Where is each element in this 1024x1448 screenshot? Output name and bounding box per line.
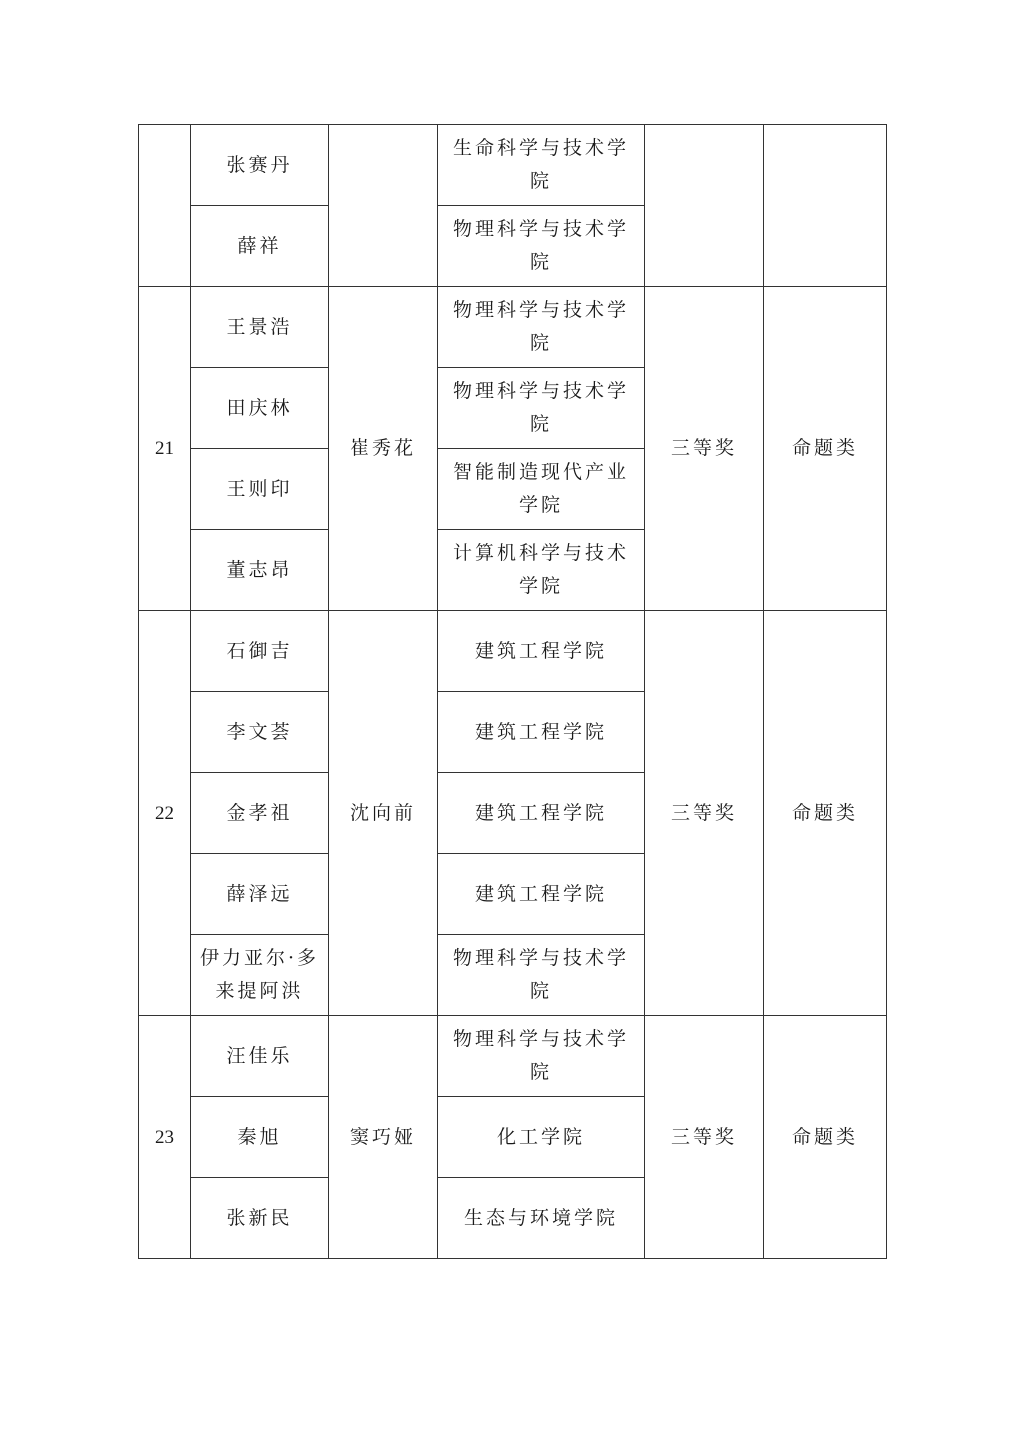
college-cell: 物理科学与技术学院: [438, 206, 645, 287]
college-cell: 建筑工程学院: [438, 854, 645, 935]
group-number-cell: 23: [139, 1016, 191, 1259]
college-cell: 建筑工程学院: [438, 611, 645, 692]
table-row: [139, 125, 887, 206]
group-number-cell: 22: [139, 611, 191, 1016]
category-cell: [764, 125, 887, 287]
member-name-cell: 董志昂: [191, 530, 329, 611]
member-name-cell: 田庆林: [191, 368, 329, 449]
advisor-cell: 窦巧娅: [329, 1016, 438, 1259]
group-number-cell: 21: [139, 287, 191, 611]
college-cell: 物理科学与技术学院: [438, 368, 645, 449]
college-cell: 建筑工程学院: [438, 773, 645, 854]
college-cell: 物理科学与技术学院: [438, 1016, 645, 1097]
member-name-cell: 张赛丹: [191, 125, 329, 206]
awards-table: [138, 124, 887, 1259]
table-row: [139, 1016, 887, 1097]
member-name-cell: 金孝祖: [191, 773, 329, 854]
prize-cell: 三等奖: [645, 611, 764, 1016]
college-cell: 智能制造现代产业学院: [438, 449, 645, 530]
college-cell: 物理科学与技术学院: [438, 287, 645, 368]
member-name-cell: 汪佳乐: [191, 1016, 329, 1097]
college-cell: 生态与环境学院: [438, 1178, 645, 1259]
category-cell: 命题类: [764, 611, 887, 1016]
member-name-cell: 李文荟: [191, 692, 329, 773]
college-cell: 计算机科学与技术学院: [438, 530, 645, 611]
college-cell: 化工学院: [438, 1097, 645, 1178]
member-name-cell: 王景浩: [191, 287, 329, 368]
table-row: [139, 287, 887, 368]
member-name-cell: 伊力亚尔·多来提阿洪: [191, 935, 329, 1016]
member-name-cell: 石御吉: [191, 611, 329, 692]
member-name-cell: 张新民: [191, 1178, 329, 1259]
prize-cell: 三等奖: [645, 287, 764, 611]
college-cell: 物理科学与技术学院: [438, 935, 645, 1016]
advisor-cell: 崔秀花: [329, 287, 438, 611]
prize-cell: [645, 125, 764, 287]
member-name-cell: 薛祥: [191, 206, 329, 287]
advisor-cell: 沈向前: [329, 611, 438, 1016]
category-cell: 命题类: [764, 287, 887, 611]
advisor-cell: [329, 125, 438, 287]
category-cell: 命题类: [764, 1016, 887, 1259]
prize-cell: 三等奖: [645, 1016, 764, 1259]
table-row: [139, 611, 887, 692]
college-cell: 建筑工程学院: [438, 692, 645, 773]
group-number-cell: [139, 125, 191, 287]
member-name-cell: 薛泽远: [191, 854, 329, 935]
college-cell: 生命科学与技术学院: [438, 125, 645, 206]
member-name-cell: 秦旭: [191, 1097, 329, 1178]
member-name-cell: 王则印: [191, 449, 329, 530]
